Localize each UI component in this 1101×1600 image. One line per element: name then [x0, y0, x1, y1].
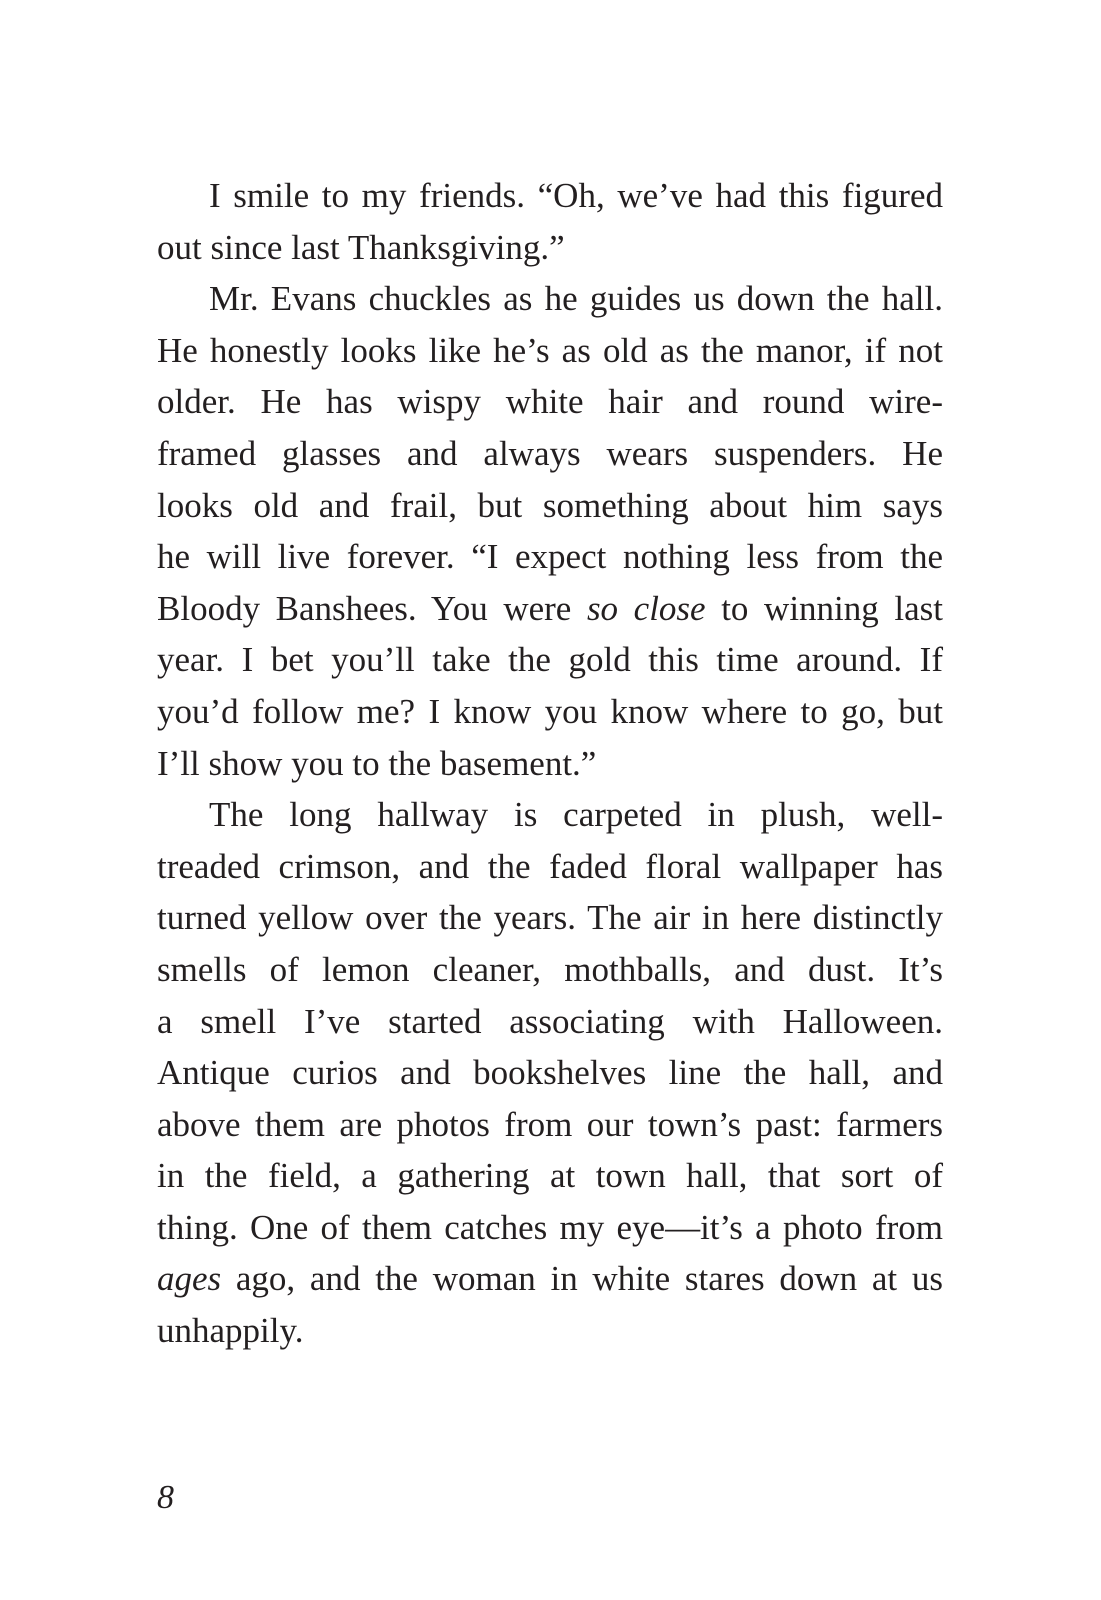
text-line: a smell I’ve started associating with Halloween. [157, 1001, 943, 1041]
text-line: framed glasses and always wears suspenders. He [157, 433, 943, 473]
text-line: smells of lemon cleaner, mothballs, and dust. It’s [157, 949, 943, 989]
text-line: you’d follow me? I know you know where to go, but [157, 691, 943, 731]
text-line: looks old and frail, but something about him says [157, 485, 943, 525]
text-line: out since last Thanksgiving.” [157, 227, 565, 267]
text-run: to winning last [705, 588, 943, 628]
text-line: older. He has wispy white hair and round wire- [157, 382, 943, 422]
text-line [157, 1253, 943, 1305]
text-run: ago, and the woman in white stares down at us [221, 1259, 943, 1299]
body-text [157, 170, 943, 1357]
text-line: Mr. Evans chuckles as he guides us down the hall. [209, 279, 943, 319]
text-line: The long hallway is carpeted in plush, well- [209, 795, 943, 835]
paragraph-2 [157, 273, 943, 789]
text-line: He honestly looks like he’s as old as the manor, if not [157, 330, 943, 370]
text-line: unhappily. [157, 1311, 304, 1351]
text-line: Antique curios and bookshelves line the hall, and [157, 1053, 943, 1093]
text-line: in the field, a gathering at town hall, that sort of [157, 1156, 943, 1196]
text-line: thing. One of them catches my eye—it’s a photo from [157, 1207, 943, 1247]
italic-emphasis: ages [157, 1259, 222, 1299]
paragraph-1 [157, 170, 943, 273]
text-line: year. I bet you’ll take the gold this time around. If [157, 640, 943, 680]
text-line: treaded crimson, and the faded floral wallpaper has [157, 846, 943, 886]
page-number: 8 [157, 1479, 174, 1516]
text-line: above them are photos from our town’s past: farmers [157, 1104, 943, 1144]
text-line [157, 583, 943, 635]
paragraph-3 [157, 789, 943, 1357]
text-line: turned yellow over the years. The air in here distinctly [157, 898, 943, 938]
text-line: he will live forever. “I expect nothing less from the [157, 537, 943, 577]
text-line: I’ll show you to the basement.” [157, 743, 597, 783]
text-run: Bloody Banshees. You were [157, 588, 587, 628]
italic-emphasis: so close [586, 588, 706, 628]
text-line: I smile to my friends. “Oh, we’ve had this figured [209, 176, 943, 215]
